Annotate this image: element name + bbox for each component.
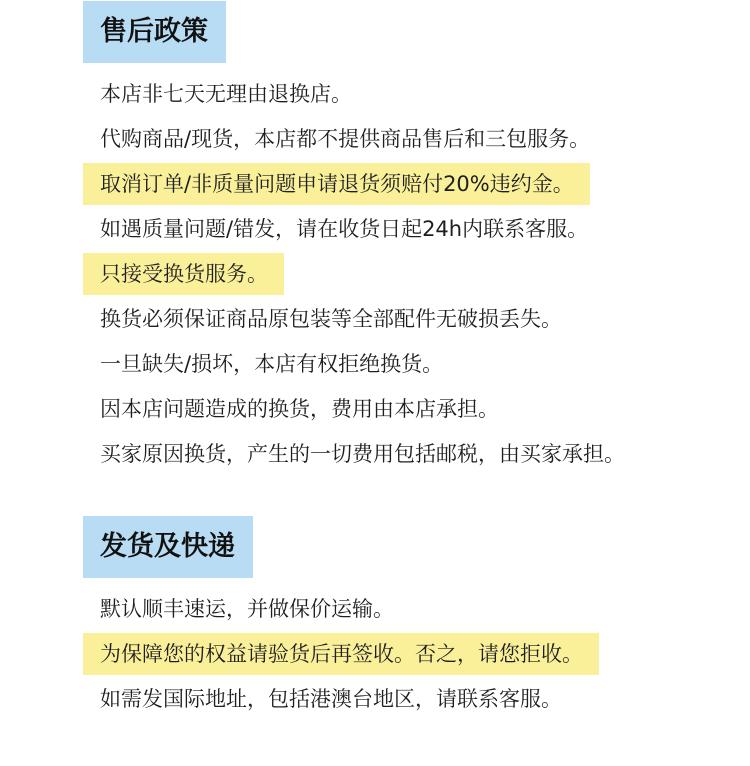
policy-line-highlighted: 只接受换货服务。 [83,253,284,295]
policy-line: 换货必须保证商品原包装等全部配件无破损丢失。 [100,307,562,331]
policy-line: 一旦缺失/损坏，本店有权拒绝换货。 [100,352,444,376]
policy-line: 如遇质量问题/错发，请在收货日起24h内联系客服。 [100,217,589,241]
shipping-line: 默认顺丰速运，并做保价运输。 [100,597,394,621]
policy-line-highlighted: 取消订单/非质量问题申请退货须赔付20%违约金。 [83,163,590,205]
policy-line: 本店非七天无理由退换店。 [100,82,352,106]
section-title: 售后政策 [83,1,226,63]
shipping-line: 如需发国际地址，包括港澳台地区，请联系客服。 [100,687,562,711]
policy-line: 买家原因换货，产生的一切费用包括邮税，由买家承担。 [100,442,625,466]
section-title: 发货及快递 [83,516,253,578]
policy-line: 代购商品/现货，本店都不提供商品售后和三包服务。 [100,127,591,151]
policy-line: 因本店问题造成的换货，费用由本店承担。 [100,397,499,421]
shipping-line-highlighted: 为保障您的权益请验货后再签收。否之，请您拒收。 [83,633,599,675]
